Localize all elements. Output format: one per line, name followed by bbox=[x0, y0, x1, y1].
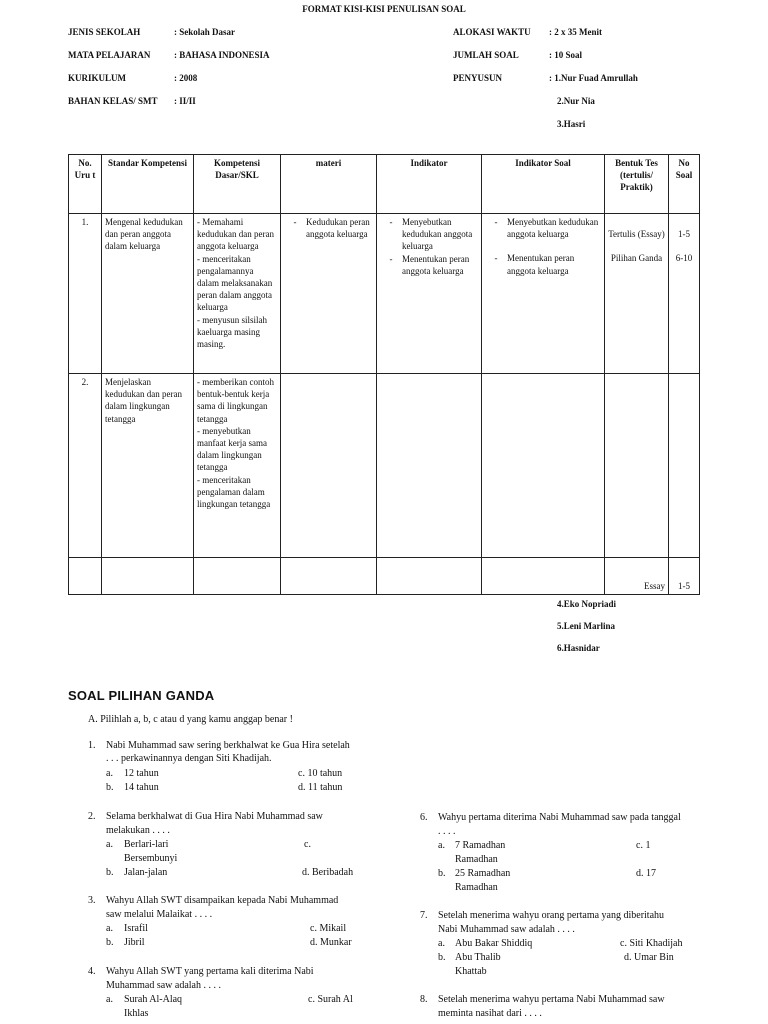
option-label: b. bbox=[106, 782, 114, 793]
question-text: Nabi Muhammad saw adalah . . . . bbox=[438, 924, 575, 935]
cell-no-soal bbox=[669, 214, 700, 374]
header-indikator: Indikator bbox=[377, 155, 482, 214]
option-a: Surah Al-Alaq bbox=[124, 994, 183, 1005]
author-6: 6.Hasnidar bbox=[557, 643, 600, 653]
question-text: Nabi Muhammad saw sering berkhalwat ke Gua Hira setelah bbox=[106, 740, 350, 751]
cell-kompetensi-dasar bbox=[194, 558, 281, 595]
cell-no: 1. bbox=[69, 214, 102, 374]
option-d: d. 17 bbox=[636, 868, 656, 879]
header-label-bahan-kelas: BAHAN KELAS/ SMT bbox=[68, 96, 158, 106]
cell-materi: - Kedudukan peran anggota keluarga bbox=[281, 214, 377, 374]
option-c: c. bbox=[304, 839, 311, 850]
question-text: . . . . bbox=[438, 826, 456, 837]
option-b: Jibril bbox=[124, 937, 145, 948]
option-d: d. Umar Bin bbox=[624, 952, 674, 963]
option-a: Israfil bbox=[124, 923, 148, 934]
cell-indikator bbox=[377, 558, 482, 595]
option-b: 14 tahun bbox=[124, 782, 159, 793]
table-row bbox=[69, 214, 700, 374]
bentuk-1: Tertulis (Essay) bbox=[608, 229, 665, 239]
question-number: 4. bbox=[88, 966, 96, 977]
indikator-soal-2: Menentukan peran anggota keluarga bbox=[507, 253, 575, 276]
question-text: . . . perkawinannya dengan Siti Khadijah. bbox=[106, 753, 272, 764]
indikator-soal-1: Menyebutkan kedudukan anggota keluarga bbox=[507, 217, 599, 240]
indikator-2: Menentukan peran anggota keluarga bbox=[402, 253, 470, 276]
header-standar-kompetensi: Standar Kompetensi bbox=[102, 155, 194, 214]
materi-text: Kedudukan peran anggota keluarga bbox=[306, 217, 370, 240]
option-a-continued: Ramadhan bbox=[455, 854, 498, 865]
question-number: 8. bbox=[420, 994, 428, 1005]
option-label: b. bbox=[438, 952, 446, 963]
cell-standar-kompetensi bbox=[102, 558, 194, 595]
option-c: c. 10 tahun bbox=[298, 768, 343, 779]
author-3: 3.Hasri bbox=[557, 119, 586, 129]
cell-kompetensi-dasar: - memberikan contoh bentuk-bentuk kerja sama di lingkungan tetangga - menyebutkan manfaat kerja sama dalam lingkungan tetangga - menceritakan pengalaman dalam lingkungan tetangga bbox=[194, 374, 281, 558]
cell-no: 2. bbox=[69, 374, 102, 558]
header-value-kurikulum: : 2008 bbox=[174, 73, 198, 83]
header-value-jenis-sekolah: : Sekolah Dasar bbox=[174, 27, 236, 37]
cell-materi bbox=[281, 558, 377, 595]
table-row bbox=[69, 558, 700, 595]
table-row bbox=[69, 374, 700, 558]
option-label: a. bbox=[106, 923, 113, 934]
question-text: Muhammad saw adalah . . . . bbox=[106, 980, 221, 991]
cell-indikator bbox=[377, 374, 482, 558]
question-text: Setelah menerima wahyu orang pertama yang diberitahu bbox=[438, 910, 665, 921]
option-c: c. Siti Khadijah bbox=[620, 938, 683, 949]
question-number: 6. bbox=[420, 812, 428, 823]
nomor-2: 6-10 bbox=[675, 253, 693, 264]
indikator-1: Menyebutkan kedudukan anggota keluarga bbox=[402, 217, 473, 252]
nomor-1: 1-5 bbox=[678, 229, 690, 239]
question-number: 1. bbox=[88, 740, 96, 751]
option-b-continued: Ramadhan bbox=[455, 882, 498, 893]
header-value-alokasi-waktu: : 2 x 35 Menit bbox=[549, 27, 602, 37]
question-number: 7. bbox=[420, 910, 428, 921]
option-label: b. bbox=[106, 867, 114, 878]
cell-no bbox=[69, 558, 102, 595]
instruction: A. Pilihlah a, b, c atau d yang kamu anggap benar ! bbox=[88, 714, 293, 725]
option-d: d. Beribadah bbox=[302, 867, 354, 878]
header-indikator-soal: Indikator Soal bbox=[482, 155, 605, 214]
option-a: 12 tahun bbox=[124, 768, 159, 779]
bentuk-2: Pilihan Ganda bbox=[610, 253, 663, 264]
cell-no-soal bbox=[669, 374, 700, 558]
header-no-urut: No. Uru t bbox=[69, 155, 102, 214]
option-a: Berlari-lari bbox=[124, 839, 169, 850]
option-d-continued: Khattab bbox=[455, 966, 487, 977]
header-label-kurikulum: KURIKULUM bbox=[68, 73, 126, 83]
header-kompetensi-dasar: Kompetensi Dasar/SKL bbox=[194, 155, 281, 214]
option-c: c. Mikail bbox=[310, 923, 347, 934]
option-c: c. 1 bbox=[636, 840, 651, 851]
header-label-penyusun: PENYUSUN bbox=[453, 73, 503, 83]
header-label-jenis-sekolah: JENIS SEKOLAH bbox=[68, 27, 141, 37]
option-b: Abu Thalib bbox=[455, 952, 501, 963]
header-value-jumlah-soal: : 10 Soal bbox=[549, 50, 583, 60]
page-title: FORMAT KISI-KISI PENULISAN SOAL bbox=[302, 4, 466, 14]
option-d: d. 11 tahun bbox=[298, 782, 343, 793]
option-a-continued: Bersembunyi bbox=[124, 853, 178, 864]
option-a: Abu Bakar Shiddiq bbox=[455, 938, 533, 949]
header-value-penyusun: : 1.Nur Fuad Amrullah bbox=[549, 73, 638, 83]
question-number: 2. bbox=[88, 811, 96, 822]
cell-kompetensi-dasar: - Memahami kedudukan dan peran anggota keluarga - menceritakan pengalamannya dalam melaksanakan peran dalam anggota keluarga - menyusun silsilah kaeluarga masing masing. bbox=[194, 214, 281, 374]
cell-standar-kompetensi: Menjelaskan kedudukan dan peran dalam lingkungan tetangga bbox=[102, 374, 194, 558]
question-text: Wahyu Allah SWT disampaikan kepada Nabi Muhammad bbox=[106, 895, 339, 906]
section-title: SOAL PILIHAN GANDA bbox=[68, 688, 215, 703]
author-4: 4.Eko Nopriadi bbox=[557, 599, 617, 609]
cell-no-soal: 1-5 bbox=[669, 558, 700, 595]
header-no-soal: No Soal bbox=[669, 155, 700, 214]
question-text: melakukan . . . . bbox=[106, 825, 170, 836]
cell-bentuk-tes: Essay bbox=[605, 558, 669, 595]
cell-indikator: - Menyebutkan kedudukan anggota keluarga - Menentukan peran anggota keluarga bbox=[377, 214, 482, 374]
question-number: 3. bbox=[88, 895, 96, 906]
header-value-bahan-kelas: : II/II bbox=[174, 96, 196, 106]
header-label-jumlah-soal: JUMLAH SOAL bbox=[453, 50, 519, 60]
cell-indikator-soal bbox=[482, 374, 605, 558]
header-label-alokasi-waktu: ALOKASI WAKTU bbox=[453, 27, 531, 37]
question-text: Wahyu Allah SWT yang pertama kali diterima Nabi bbox=[106, 966, 314, 977]
header-label-mata-pelajaran: MATA PELAJARAN bbox=[68, 50, 151, 60]
option-label: a. bbox=[438, 840, 445, 851]
option-a-continued: Ikhlas bbox=[124, 1008, 149, 1019]
option-a: 7 Ramadhan bbox=[455, 840, 506, 851]
header-bentuk-tes: Bentuk Tes (tertulis/ Praktik) bbox=[605, 155, 669, 214]
option-label: b. bbox=[106, 937, 114, 948]
option-label: a. bbox=[106, 994, 113, 1005]
question-text: Setelah menerima wahyu pertama Nabi Muhammad saw bbox=[438, 994, 665, 1005]
question-text: saw melalui Malaikat . . . . bbox=[106, 909, 213, 920]
cell-materi bbox=[281, 374, 377, 558]
question-text: meminta nasihat dari . . . . bbox=[438, 1008, 542, 1019]
question-text: Selama berkhalwat di Gua Hira Nabi Muhammad saw bbox=[106, 811, 323, 822]
author-5: 5.Leni Marlina bbox=[557, 621, 615, 631]
cell-bentuk-tes bbox=[605, 214, 669, 374]
option-label: b. bbox=[438, 868, 446, 879]
kisi-kisi-table bbox=[68, 154, 700, 595]
cell-standar-kompetensi: Mengenal kedudukan dan peran anggota dalam keluarga bbox=[102, 214, 194, 374]
question-text: Wahyu pertama diterima Nabi Muhammad saw pada tanggal bbox=[438, 812, 681, 823]
option-c: c. Surah Al bbox=[308, 994, 353, 1005]
option-b: 25 Ramadhan bbox=[455, 868, 511, 879]
cell-indikator-soal: - Menyebutkan kedudukan anggota keluarga - Menentukan peran anggota keluarga bbox=[482, 214, 605, 374]
option-label: a. bbox=[106, 768, 113, 779]
option-b: Jalan-jalan bbox=[124, 867, 168, 878]
cell-indikator-soal bbox=[482, 558, 605, 595]
header-materi: materi bbox=[281, 155, 377, 214]
header-value-mata-pelajaran: : BAHASA INDONESIA bbox=[174, 50, 270, 60]
option-d: d. Munkar bbox=[310, 937, 352, 948]
table-header-row bbox=[69, 155, 700, 214]
author-2: 2.Nur Nia bbox=[557, 96, 595, 106]
option-label: a. bbox=[106, 839, 113, 850]
option-label: a. bbox=[438, 938, 445, 949]
cell-bentuk-tes bbox=[605, 374, 669, 558]
